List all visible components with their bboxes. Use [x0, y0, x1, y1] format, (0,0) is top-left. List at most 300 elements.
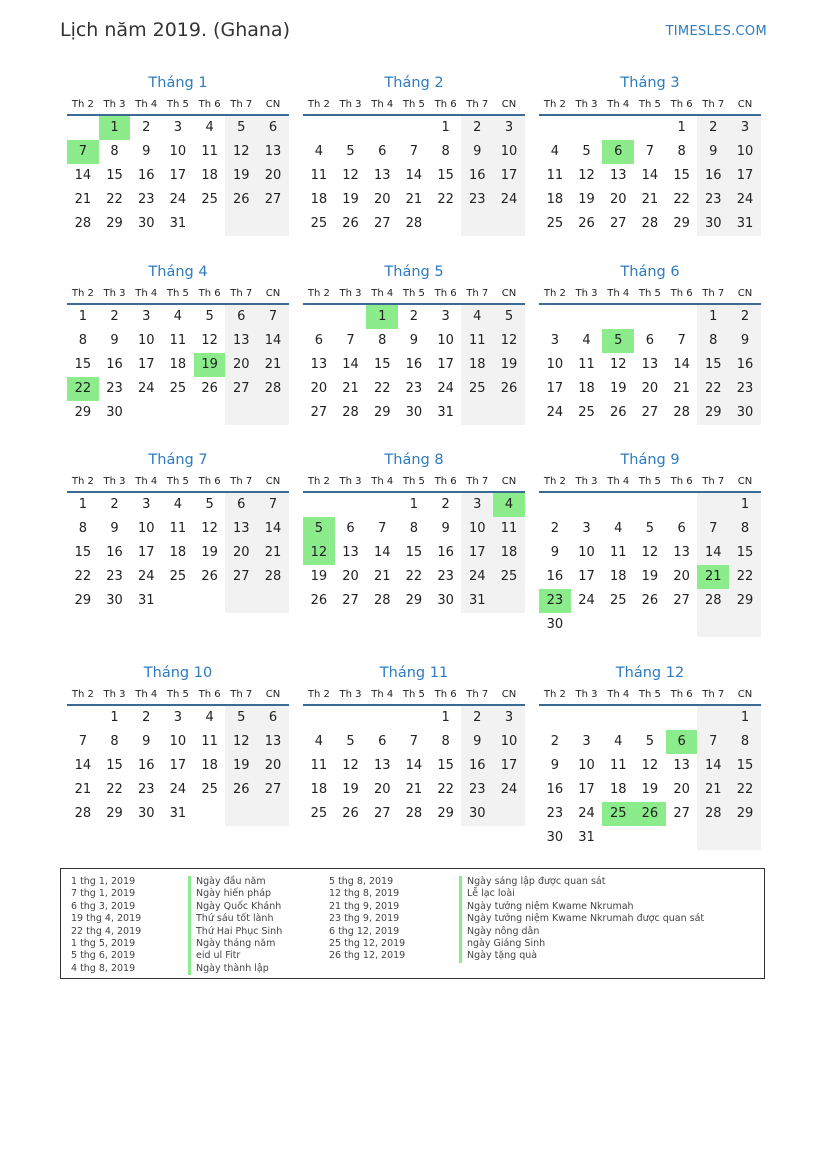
day-cell[interactable]: 1	[697, 305, 729, 329]
day-cell[interactable]: 26	[634, 802, 666, 826]
day-cell[interactable]: 30	[729, 401, 761, 425]
day-cell[interactable]: 17	[578, 569, 595, 584]
day-cell[interactable]: 28	[373, 593, 391, 608]
day-cell[interactable]: 5	[225, 706, 257, 730]
day-cell[interactable]: 17	[169, 168, 187, 183]
day-cell[interactable]: 10	[578, 545, 595, 560]
day-cell[interactable]: 28	[405, 216, 423, 231]
day-cell[interactable]: 21	[405, 192, 423, 207]
day-cell[interactable]: 13	[310, 357, 328, 372]
day-cell[interactable]: 12	[225, 140, 257, 164]
day-cell[interactable]: 4	[314, 144, 323, 159]
day-cell[interactable]: 20	[225, 541, 257, 565]
day-cell[interactable]: 12	[493, 329, 525, 353]
day-cell[interactable]: 13	[257, 730, 289, 754]
day-cell[interactable]: 30	[437, 593, 454, 608]
day-cell[interactable]: 4	[173, 309, 183, 324]
day-cell[interactable]: 4	[461, 305, 493, 329]
day-cell[interactable]: 17	[493, 754, 525, 778]
day-cell[interactable]: 5	[205, 309, 214, 324]
day-cell[interactable]: 30	[697, 212, 729, 236]
day-cell[interactable]: 30	[546, 830, 564, 845]
day-cell[interactable]: 4	[582, 333, 591, 348]
day-cell[interactable]: 25	[310, 216, 328, 231]
day-cell[interactable]: 14	[342, 357, 359, 372]
day-cell[interactable]: 8	[78, 333, 87, 348]
day-cell[interactable]: 18	[609, 569, 627, 584]
day-cell[interactable]: 26	[578, 216, 595, 231]
day-cell[interactable]: 16	[461, 754, 493, 778]
day-cell[interactable]: 6	[225, 305, 257, 329]
day-cell[interactable]: 24	[578, 806, 595, 821]
day-cell[interactable]: 8	[441, 734, 450, 749]
day-cell[interactable]: 13	[225, 329, 257, 353]
day-cell[interactable]: 9	[697, 140, 729, 164]
day-cell[interactable]: 18	[578, 381, 595, 396]
day-cell[interactable]: 19	[201, 545, 218, 560]
day-cell[interactable]: 7	[378, 521, 387, 536]
day-cell[interactable]: 1	[78, 497, 87, 512]
day-cell[interactable]: 28	[257, 377, 289, 401]
day-cell[interactable]: 11	[578, 357, 595, 372]
day-cell[interactable]: 11	[310, 168, 328, 183]
day-cell[interactable]: 19	[641, 569, 659, 584]
day-cell[interactable]: 21	[342, 381, 359, 396]
day-cell[interactable]: 24	[169, 192, 187, 207]
day-cell[interactable]: 29	[74, 593, 92, 608]
day-cell[interactable]: 31	[169, 216, 187, 231]
day-cell[interactable]: 2	[550, 521, 559, 536]
day-cell[interactable]: 22	[106, 782, 123, 797]
day-cell[interactable]: 2	[697, 116, 729, 140]
day-cell[interactable]: 28	[641, 216, 659, 231]
day-cell[interactable]: 2	[729, 305, 761, 329]
day-cell[interactable]: 27	[373, 806, 391, 821]
day-cell[interactable]: 9	[409, 333, 419, 348]
day-cell[interactable]: 5	[346, 734, 355, 749]
day-cell[interactable]: 22	[74, 569, 92, 584]
day-cell[interactable]: 25	[201, 192, 218, 207]
day-cell[interactable]: 25	[310, 806, 328, 821]
day-cell[interactable]: 29	[106, 806, 123, 821]
day-cell[interactable]: 4	[205, 710, 214, 725]
day-cell[interactable]: 18	[169, 545, 187, 560]
day-cell[interactable]: 29	[437, 806, 454, 821]
day-cell[interactable]: 6	[677, 521, 686, 536]
day-cell[interactable]: 17	[437, 357, 454, 372]
day-cell[interactable]: 27	[673, 806, 690, 821]
day-cell[interactable]: 1	[729, 493, 761, 517]
day-cell[interactable]: 27	[609, 216, 627, 231]
day-cell[interactable]: 8	[409, 521, 419, 536]
day-cell[interactable]: 13	[373, 758, 391, 773]
day-cell[interactable]: 13	[673, 758, 690, 773]
day-cell[interactable]: 30	[137, 806, 155, 821]
day-cell[interactable]: 1	[677, 120, 686, 135]
day-cell[interactable]: 1	[441, 710, 450, 725]
day-cell[interactable]: 27	[257, 778, 289, 802]
day-cell[interactable]: 1	[78, 309, 87, 324]
day-cell[interactable]: 14	[257, 329, 289, 353]
day-cell[interactable]: 30	[546, 617, 564, 632]
day-cell[interactable]: 3	[550, 333, 559, 348]
day-cell[interactable]: 22	[405, 569, 423, 584]
day-cell[interactable]: 17	[546, 381, 564, 396]
day-cell[interactable]: 27	[673, 593, 690, 608]
day-cell[interactable]: 7	[78, 734, 87, 749]
day-cell[interactable]: 20	[225, 353, 257, 377]
day-cell[interactable]: 25	[461, 377, 493, 401]
day-cell[interactable]: 2	[461, 706, 493, 730]
day-cell[interactable]: 1	[366, 305, 398, 329]
day-cell[interactable]: 8	[729, 517, 761, 541]
day-cell[interactable]: 24	[137, 569, 155, 584]
day-cell[interactable]: 3	[142, 309, 151, 324]
day-cell[interactable]: 25	[493, 565, 525, 589]
day-cell[interactable]: 7	[257, 305, 289, 329]
day-cell[interactable]: 21	[641, 192, 659, 207]
day-cell[interactable]: 17	[169, 758, 187, 773]
day-cell[interactable]: 11	[201, 144, 218, 159]
day-cell[interactable]: 11	[609, 545, 627, 560]
day-cell[interactable]: 9	[441, 521, 450, 536]
day-cell[interactable]: 20	[673, 569, 690, 584]
day-cell[interactable]: 9	[461, 730, 493, 754]
day-cell[interactable]: 19	[342, 192, 359, 207]
day-cell[interactable]: 3	[173, 120, 183, 135]
day-cell[interactable]: 15	[437, 168, 454, 183]
day-cell[interactable]: 9	[142, 734, 151, 749]
day-cell[interactable]: 9	[729, 329, 761, 353]
day-cell[interactable]: 13	[609, 168, 627, 183]
day-cell[interactable]: 26	[342, 216, 359, 231]
brand-link[interactable]: TIMESLES.COM	[665, 24, 767, 39]
day-cell[interactable]: 19	[342, 782, 359, 797]
day-cell[interactable]: 12	[303, 541, 335, 565]
day-cell[interactable]: 21	[697, 778, 729, 802]
day-cell[interactable]: 26	[609, 405, 627, 420]
day-cell[interactable]: 11	[310, 758, 328, 773]
day-cell[interactable]: 13	[342, 545, 359, 560]
day-cell[interactable]: 23	[106, 569, 123, 584]
day-cell[interactable]: 23	[106, 381, 123, 396]
day-cell[interactable]: 1	[99, 116, 131, 140]
day-cell[interactable]: 13	[673, 545, 690, 560]
day-cell[interactable]: 20	[609, 192, 627, 207]
day-cell[interactable]: 11	[546, 168, 564, 183]
day-cell[interactable]: 15	[74, 357, 92, 372]
day-cell[interactable]: 4	[314, 734, 323, 749]
day-cell[interactable]: 16	[137, 168, 155, 183]
day-cell[interactable]: 26	[201, 569, 218, 584]
day-cell[interactable]: 15	[729, 754, 761, 778]
day-cell[interactable]: 28	[74, 216, 92, 231]
day-cell[interactable]: 20	[257, 754, 289, 778]
day-cell[interactable]: 28	[697, 802, 729, 826]
day-cell[interactable]: 20	[641, 381, 659, 396]
day-cell[interactable]: 18	[546, 192, 564, 207]
day-cell[interactable]: 25	[201, 782, 218, 797]
day-cell[interactable]: 27	[225, 565, 257, 589]
day-cell[interactable]: 18	[201, 168, 218, 183]
day-cell[interactable]: 11	[201, 734, 218, 749]
day-cell[interactable]: 26	[310, 593, 328, 608]
day-cell[interactable]: 14	[697, 754, 729, 778]
day-cell[interactable]: 24	[437, 381, 454, 396]
day-cell[interactable]: 16	[437, 545, 454, 560]
day-cell[interactable]: 25	[169, 569, 187, 584]
day-cell[interactable]: 25	[169, 381, 187, 396]
day-cell[interactable]: 20	[257, 164, 289, 188]
day-cell[interactable]: 8	[677, 144, 686, 159]
day-cell[interactable]: 15	[729, 541, 761, 565]
day-cell[interactable]: 22	[729, 778, 761, 802]
day-cell[interactable]: 24	[729, 188, 761, 212]
day-cell[interactable]: 17	[461, 541, 493, 565]
day-cell[interactable]: 27	[641, 405, 659, 420]
day-cell[interactable]: 2	[110, 309, 119, 324]
day-cell[interactable]: 19	[194, 353, 226, 377]
day-cell[interactable]: 31	[729, 212, 761, 236]
day-cell[interactable]: 27	[257, 188, 289, 212]
day-cell[interactable]: 1	[441, 120, 450, 135]
day-cell[interactable]: 15	[373, 357, 391, 372]
day-cell[interactable]: 15	[405, 545, 423, 560]
day-cell[interactable]: 20	[373, 192, 391, 207]
day-cell[interactable]: 11	[493, 517, 525, 541]
day-cell[interactable]: 20	[310, 381, 328, 396]
day-cell[interactable]: 31	[578, 830, 595, 845]
day-cell[interactable]: 3	[582, 734, 591, 749]
day-cell[interactable]: 31	[169, 806, 187, 821]
day-cell[interactable]: 11	[461, 329, 493, 353]
day-cell[interactable]: 5	[205, 497, 214, 512]
day-cell[interactable]: 3	[441, 309, 450, 324]
day-cell[interactable]: 6	[602, 140, 634, 164]
day-cell[interactable]: 10	[729, 140, 761, 164]
day-cell[interactable]: 2	[441, 497, 450, 512]
day-cell[interactable]: 14	[74, 758, 92, 773]
day-cell[interactable]: 5	[346, 144, 355, 159]
day-cell[interactable]: 26	[225, 188, 257, 212]
day-cell[interactable]: 28	[342, 405, 359, 420]
day-cell[interactable]: 28	[257, 565, 289, 589]
day-cell[interactable]: 23	[729, 377, 761, 401]
day-cell[interactable]: 21	[697, 565, 729, 589]
day-cell[interactable]: 7	[257, 493, 289, 517]
day-cell[interactable]: 4	[205, 120, 214, 135]
day-cell[interactable]: 31	[137, 593, 155, 608]
day-cell[interactable]: 24	[169, 782, 187, 797]
day-cell[interactable]: 24	[137, 381, 155, 396]
day-cell[interactable]: 8	[729, 730, 761, 754]
day-cell[interactable]: 24	[546, 405, 564, 420]
day-cell[interactable]: 28	[697, 589, 729, 613]
day-cell[interactable]: 7	[645, 144, 655, 159]
day-cell[interactable]: 25	[609, 593, 627, 608]
day-cell[interactable]: 8	[78, 521, 87, 536]
day-cell[interactable]: 30	[461, 802, 493, 826]
day-cell[interactable]: 19	[609, 381, 627, 396]
day-cell[interactable]: 21	[74, 782, 92, 797]
day-cell[interactable]: 21	[74, 192, 92, 207]
day-cell[interactable]: 21	[373, 569, 391, 584]
day-cell[interactable]: 31	[437, 405, 454, 420]
day-cell[interactable]: 26	[493, 377, 525, 401]
day-cell[interactable]: 18	[169, 357, 187, 372]
day-cell[interactable]: 28	[405, 806, 423, 821]
day-cell[interactable]: 4	[173, 497, 183, 512]
day-cell[interactable]: 18	[201, 758, 218, 773]
day-cell[interactable]: 16	[729, 353, 761, 377]
day-cell[interactable]: 2	[409, 309, 419, 324]
day-cell[interactable]: 9	[461, 140, 493, 164]
day-cell[interactable]: 5	[602, 329, 634, 353]
day-cell[interactable]: 20	[342, 569, 359, 584]
day-cell[interactable]: 14	[673, 357, 690, 372]
day-cell[interactable]: 6	[225, 493, 257, 517]
day-cell[interactable]: 2	[461, 116, 493, 140]
day-cell[interactable]: 23	[539, 589, 571, 613]
day-cell[interactable]: 13	[373, 168, 391, 183]
day-cell[interactable]: 15	[697, 353, 729, 377]
day-cell[interactable]: 3	[461, 493, 493, 517]
day-cell[interactable]: 6	[378, 144, 387, 159]
day-cell[interactable]: 23	[461, 188, 493, 212]
day-cell[interactable]: 22	[373, 381, 391, 396]
day-cell[interactable]: 13	[641, 357, 659, 372]
day-cell[interactable]: 3	[493, 116, 525, 140]
day-cell[interactable]: 14	[257, 517, 289, 541]
day-cell[interactable]: 5	[493, 305, 525, 329]
day-cell[interactable]: 16	[461, 164, 493, 188]
day-cell[interactable]: 26	[641, 593, 659, 608]
day-cell[interactable]: 15	[106, 758, 123, 773]
day-cell[interactable]: 22	[729, 565, 761, 589]
day-cell[interactable]: 23	[461, 778, 493, 802]
day-cell[interactable]: 25	[578, 405, 595, 420]
day-cell[interactable]: 17	[578, 782, 595, 797]
day-cell[interactable]: 21	[257, 541, 289, 565]
day-cell[interactable]: 4	[614, 734, 623, 749]
day-cell[interactable]: 4	[614, 521, 623, 536]
day-cell[interactable]: 15	[74, 545, 92, 560]
day-cell[interactable]: 18	[310, 192, 328, 207]
day-cell[interactable]: 4	[550, 144, 559, 159]
day-cell[interactable]: 24	[493, 188, 525, 212]
day-cell[interactable]: 14	[373, 545, 391, 560]
day-cell[interactable]: 11	[169, 333, 187, 348]
day-cell[interactable]: 7	[346, 333, 355, 348]
day-cell[interactable]: 7	[409, 144, 419, 159]
day-cell[interactable]: 17	[729, 164, 761, 188]
day-cell[interactable]: 20	[673, 782, 690, 797]
day-cell[interactable]: 19	[641, 782, 659, 797]
day-cell[interactable]: 12	[225, 730, 257, 754]
day-cell[interactable]: 26	[342, 806, 359, 821]
day-cell[interactable]: 15	[437, 758, 454, 773]
day-cell[interactable]: 26	[225, 778, 257, 802]
day-cell[interactable]: 7	[409, 734, 419, 749]
day-cell[interactable]: 21	[257, 353, 289, 377]
day-cell[interactable]: 6	[314, 333, 323, 348]
day-cell[interactable]: 16	[546, 782, 564, 797]
day-cell[interactable]: 17	[493, 164, 525, 188]
day-cell[interactable]: 5	[225, 116, 257, 140]
day-cell[interactable]: 16	[106, 357, 123, 372]
day-cell[interactable]: 11	[169, 521, 187, 536]
day-cell[interactable]: 24	[461, 565, 493, 589]
day-cell[interactable]: 10	[578, 758, 595, 773]
day-cell[interactable]: 16	[697, 164, 729, 188]
day-cell[interactable]: 8	[697, 329, 729, 353]
day-cell[interactable]: 10	[461, 517, 493, 541]
day-cell[interactable]: 16	[405, 357, 423, 372]
day-cell[interactable]: 5	[582, 144, 591, 159]
day-cell[interactable]: 29	[74, 405, 92, 420]
day-cell[interactable]: 31	[461, 589, 493, 613]
day-cell[interactable]: 27	[225, 377, 257, 401]
day-cell[interactable]: 14	[405, 168, 423, 183]
day-cell[interactable]: 3	[493, 706, 525, 730]
day-cell[interactable]: 7	[697, 730, 729, 754]
day-cell[interactable]: 26	[201, 381, 218, 396]
day-cell[interactable]: 8	[110, 144, 119, 159]
day-cell[interactable]: 9	[142, 144, 151, 159]
day-cell[interactable]: 30	[137, 216, 155, 231]
day-cell[interactable]: 12	[578, 168, 595, 183]
day-cell[interactable]: 9	[550, 758, 559, 773]
day-cell[interactable]: 2	[110, 497, 119, 512]
day-cell[interactable]: 5	[645, 734, 655, 749]
day-cell[interactable]: 18	[493, 541, 525, 565]
day-cell[interactable]: 10	[546, 357, 564, 372]
day-cell[interactable]: 22	[697, 377, 729, 401]
day-cell[interactable]: 23	[137, 782, 155, 797]
day-cell[interactable]: 30	[405, 405, 423, 420]
day-cell[interactable]: 24	[578, 593, 595, 608]
day-cell[interactable]: 6	[666, 730, 698, 754]
day-cell[interactable]: 1	[110, 710, 119, 725]
day-cell[interactable]: 30	[106, 405, 123, 420]
day-cell[interactable]: 19	[493, 353, 525, 377]
day-cell[interactable]: 29	[729, 589, 761, 613]
day-cell[interactable]: 14	[74, 168, 92, 183]
day-cell[interactable]: 9	[110, 521, 119, 536]
day-cell[interactable]: 2	[142, 710, 151, 725]
day-cell[interactable]: 29	[673, 216, 690, 231]
day-cell[interactable]: 29	[729, 802, 761, 826]
day-cell[interactable]: 22	[106, 192, 123, 207]
day-cell[interactable]: 3	[729, 116, 761, 140]
day-cell[interactable]: 14	[405, 758, 423, 773]
day-cell[interactable]: 3	[142, 497, 151, 512]
day-cell[interactable]: 2	[142, 120, 151, 135]
day-cell[interactable]: 8	[441, 144, 450, 159]
day-cell[interactable]: 17	[137, 357, 155, 372]
day-cell[interactable]: 6	[257, 706, 289, 730]
day-cell[interactable]: 29	[373, 405, 391, 420]
day-cell[interactable]: 3	[582, 521, 591, 536]
day-cell[interactable]: 22	[673, 192, 690, 207]
day-cell[interactable]: 22	[67, 377, 99, 401]
day-cell[interactable]: 13	[225, 517, 257, 541]
day-cell[interactable]: 15	[106, 168, 123, 183]
day-cell[interactable]: 6	[378, 734, 387, 749]
day-cell[interactable]: 29	[106, 216, 123, 231]
day-cell[interactable]: 23	[137, 192, 155, 207]
day-cell[interactable]: 22	[437, 782, 454, 797]
